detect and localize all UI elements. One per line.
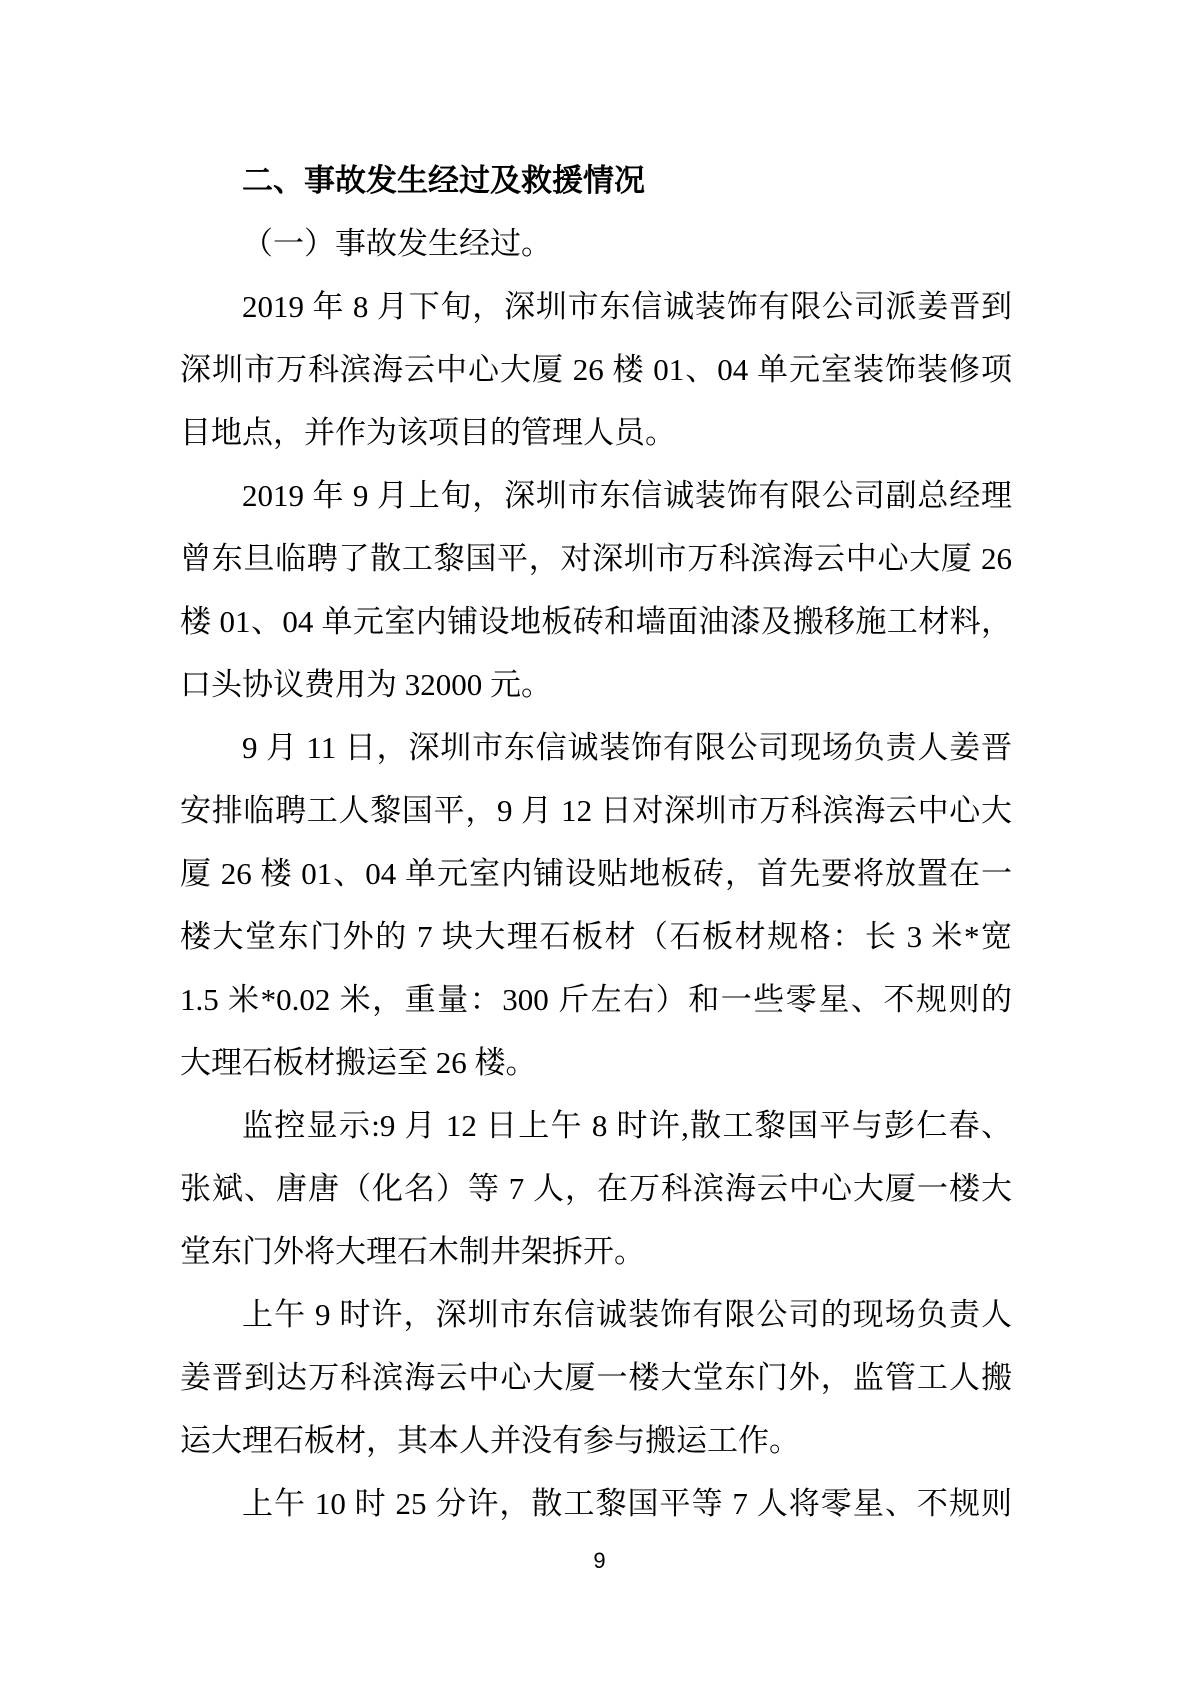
text-line: 楼大堂东门外的 7 块大理石板材（石板材规格：长 3 米*宽 (180, 919, 1012, 954)
paragraph-container (180, 275, 1012, 1535)
text-line: 安排临聘工人黎国平，9 月 12 日对深圳市万科滨海云中心大 (180, 793, 1012, 828)
text-line: 口头协议费用为 32000 元。 (180, 667, 552, 702)
text-line: 深圳市万科滨海云中心大厦 26 楼 01、04 单元室装饰装修项 (180, 352, 1012, 387)
text-line: 运大理石板材，其本人并没有参与搬运工作。 (180, 1423, 800, 1458)
text-line: 目地点，并作为该项目的管理人员。 (180, 415, 676, 450)
text-line: 9 月 11 日，深圳市东信诚装饰有限公司现场负责人姜晋 (242, 730, 1012, 765)
text-line: 楼 01、04 单元室内铺设地板砖和墙面油漆及搬移施工材料， (180, 604, 1012, 639)
page-number: 9 (593, 1548, 606, 1573)
text-line: 厦 26 楼 01、04 单元室内铺设贴地板砖，首先要将放置在一 (180, 856, 1012, 891)
text-line: 姜晋到达万科滨海云中心大厦一楼大堂东门外，监管工人搬 (180, 1360, 1012, 1395)
text-line: 堂东门外将大理石木制井架拆开。 (180, 1234, 645, 1269)
text-line: 1.5 米*0.02 米，重量：300 斤左右）和一些零星、不规则的 (180, 982, 1012, 1017)
document-body (180, 149, 1012, 1535)
text-line: 上午 10 时 25 分许，散工黎国平等 7 人将零星、不规则 (242, 1486, 1012, 1521)
text-line: 上午 9 时许，深圳市东信诚装饰有限公司的现场负责人 (242, 1297, 1012, 1332)
text-line: 2019 年 9 月上旬，深圳市东信诚装饰有限公司副总经理 (242, 478, 1012, 513)
section-heading: 二、事故发生经过及救援情况 (242, 163, 645, 198)
text-line: 张斌、唐唐（化名）等 7 人，在万科滨海云中心大厦一楼大 (180, 1171, 1012, 1206)
subsection-heading: （一）事故发生经过。 (242, 226, 552, 261)
text-line: 2019 年 8 月下旬，深圳市东信诚装饰有限公司派姜晋到 (242, 289, 1012, 324)
text-line: 监控显示:9 月 12 日上午 8 时许,散工黎国平与彭仁春、 (242, 1108, 1012, 1143)
text-line: 曾东旦临聘了散工黎国平，对深圳市万科滨海云中心大厦 26 (180, 541, 1012, 576)
text-line: 大理石板材搬运至 26 楼。 (180, 1045, 537, 1080)
